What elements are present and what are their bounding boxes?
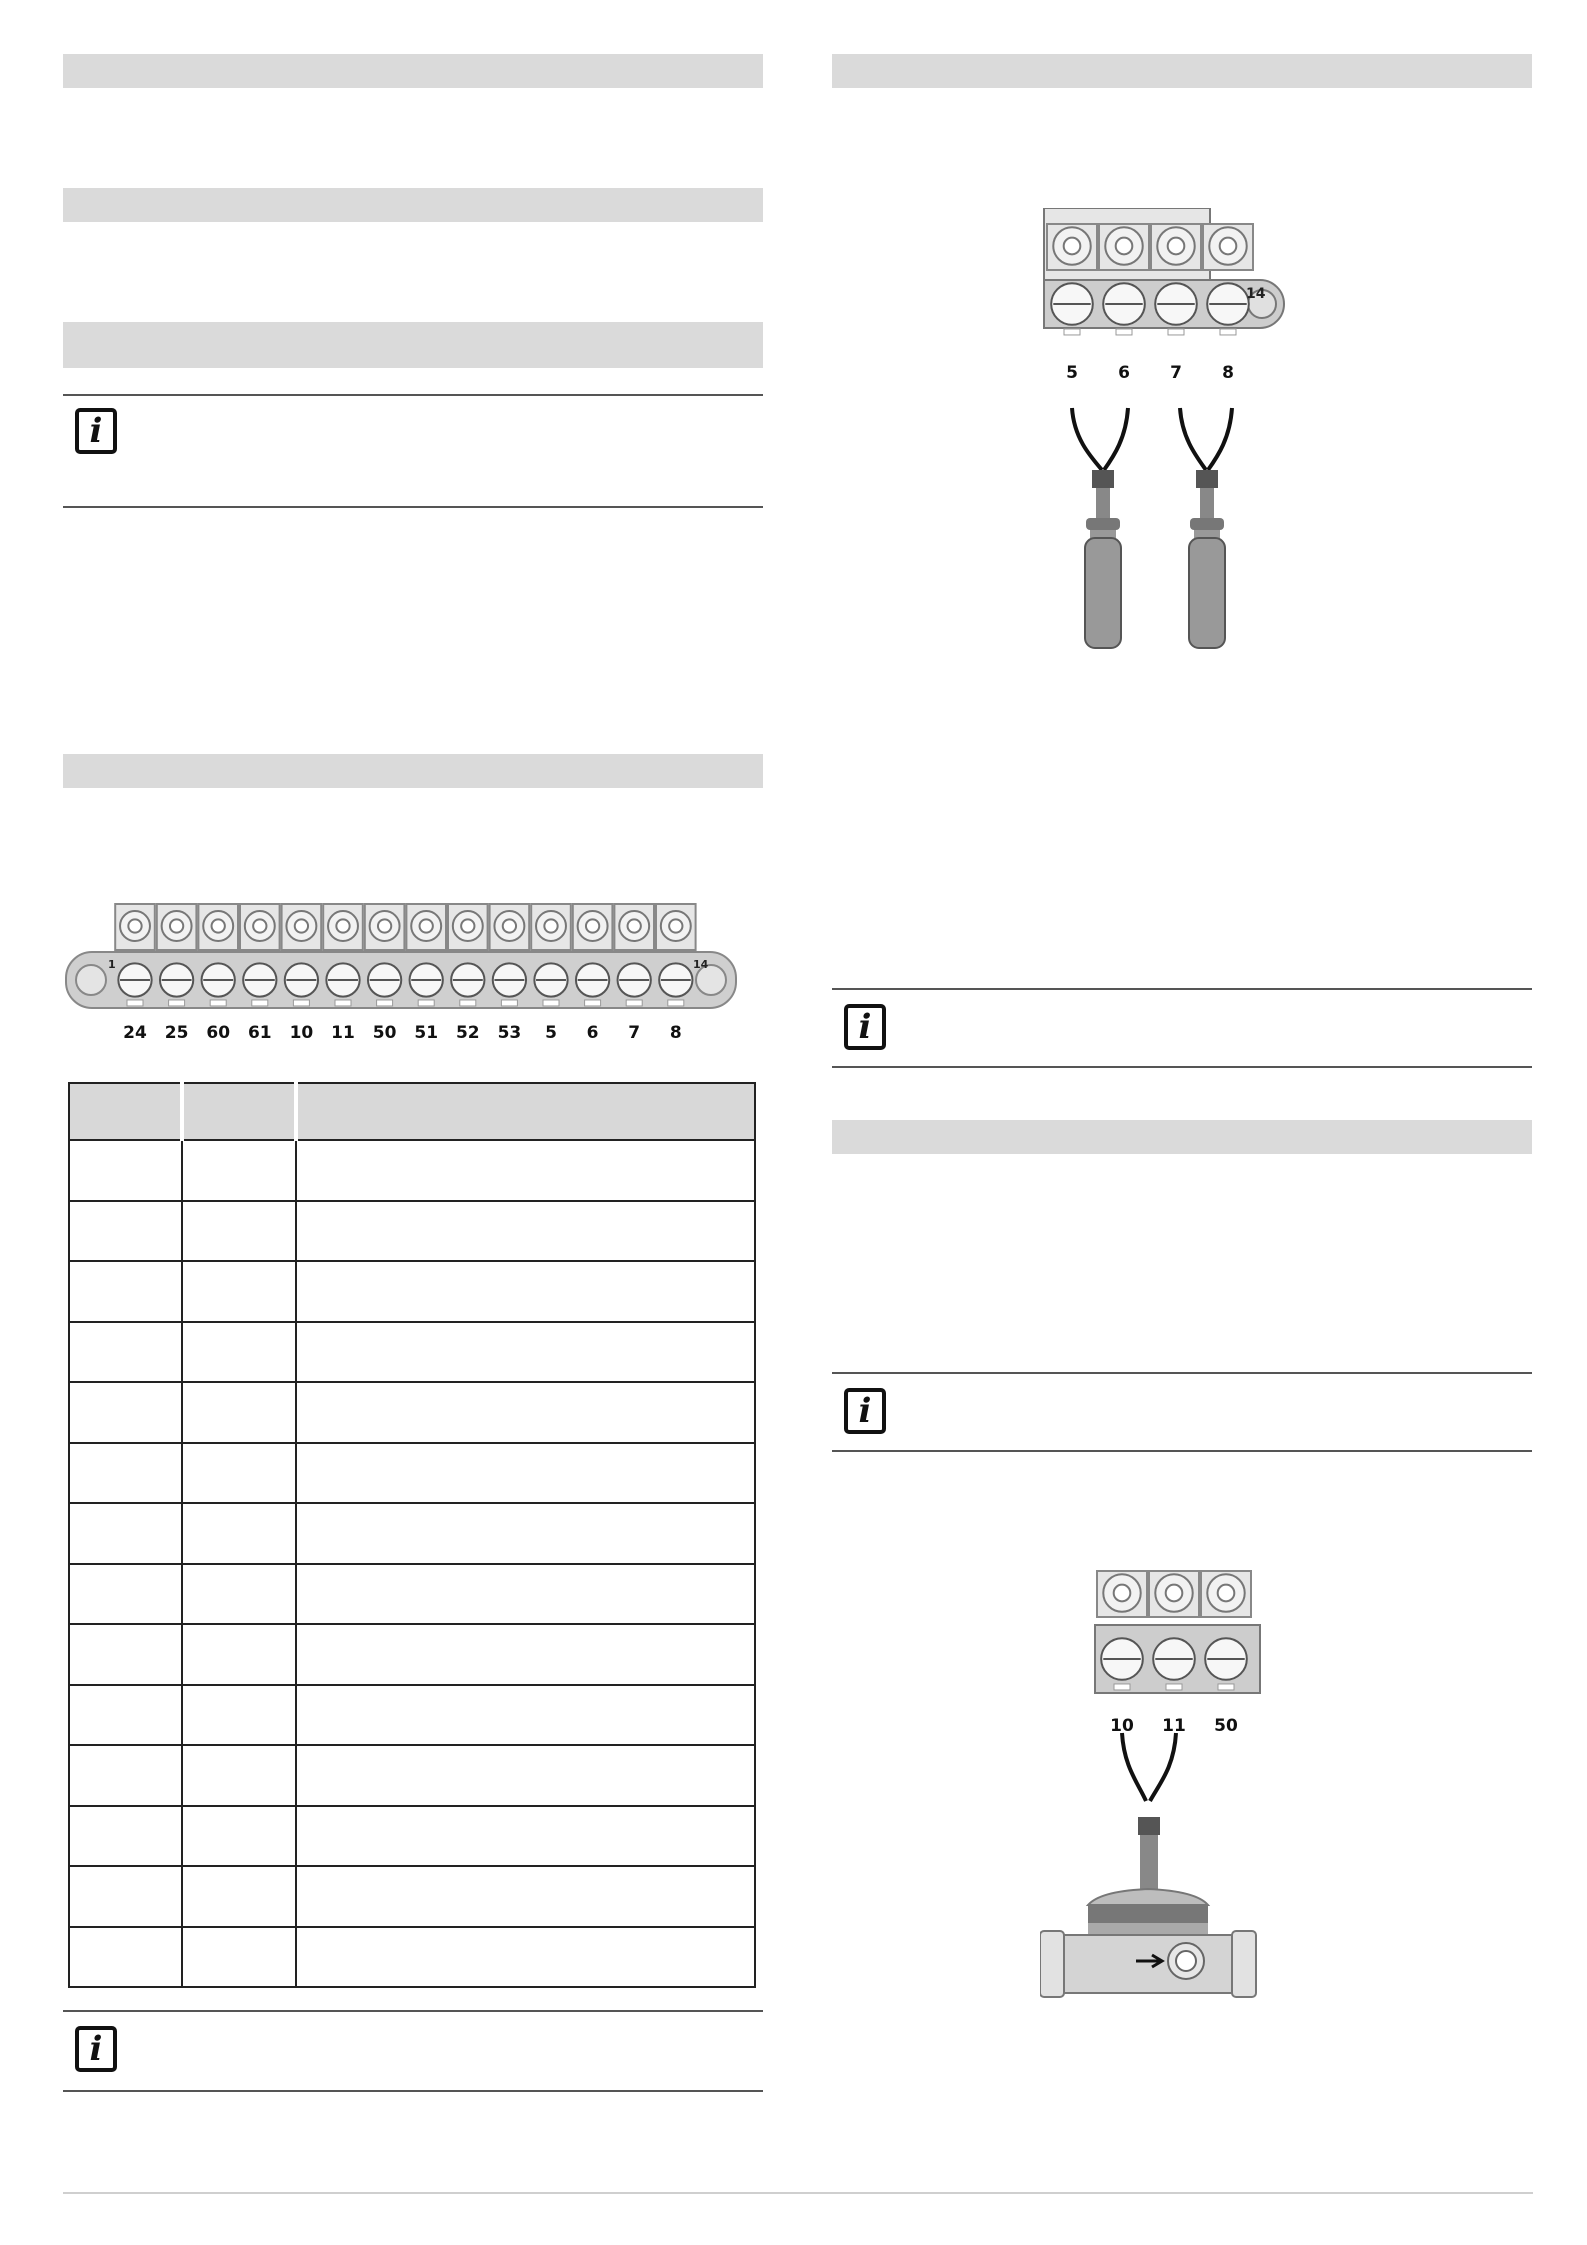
table-row — [69, 1261, 755, 1322]
info-icon: i — [75, 2026, 117, 2072]
section-header-bar-3 — [63, 322, 763, 368]
table-row — [69, 1382, 755, 1443]
section-header-bar-1 — [63, 54, 763, 88]
terminal-clamp — [157, 904, 197, 950]
info-note-4 — [832, 1372, 1532, 1452]
terminal-clamp — [614, 904, 654, 950]
table-row — [69, 1443, 755, 1504]
table-header-cell — [69, 1083, 182, 1140]
section-header-bar-4 — [63, 754, 763, 788]
table-cell — [69, 1866, 182, 1927]
flow-meter-connection-diagram — [1040, 1555, 1280, 2025]
table-cell — [296, 1140, 755, 1201]
table-row — [69, 1564, 755, 1625]
table-cell — [69, 1503, 182, 1564]
sensor-probe-right — [1180, 408, 1232, 648]
table-cell — [182, 1564, 296, 1625]
info-icon: i — [75, 408, 117, 454]
terminal-label: 5 — [1066, 363, 1078, 383]
terminal-clamp — [1099, 224, 1149, 270]
sensor-probe-left — [1072, 408, 1128, 648]
table-row — [69, 1745, 755, 1806]
table-cell — [296, 1503, 755, 1564]
terminal-label: 24 — [123, 1023, 147, 1043]
terminal-start-index: 1 — [108, 958, 116, 971]
terminal-clamp — [490, 904, 530, 950]
table-cell — [69, 1927, 182, 1988]
section-header-bar-5 — [832, 54, 1532, 88]
info-icon: i — [844, 1388, 886, 1434]
terminal-label: 50 — [372, 1023, 397, 1043]
table-cell — [296, 1806, 755, 1867]
table-cell — [296, 1927, 755, 1988]
table-row — [69, 1503, 755, 1564]
table-cell — [296, 1201, 755, 1262]
table-row — [69, 1624, 755, 1685]
terminal-clamp — [1047, 224, 1097, 270]
table-row — [69, 1866, 755, 1927]
table-cell — [182, 1443, 296, 1504]
terminal-label: 5 — [545, 1023, 557, 1043]
table-cell — [182, 1866, 296, 1927]
table-cell — [182, 1745, 296, 1806]
terminal-label: 53 — [497, 1023, 522, 1043]
table-cell — [296, 1685, 755, 1746]
table-cell — [69, 1564, 182, 1625]
terminal-clamp — [1203, 224, 1253, 270]
terminal-label: 7 — [628, 1023, 641, 1043]
info-icon: i — [844, 1004, 886, 1050]
terminal-clamp — [448, 904, 488, 950]
table-cell — [69, 1382, 182, 1443]
terminal-index: 14 — [1246, 286, 1266, 302]
terminal-label: 10 — [289, 1023, 314, 1043]
table-cell — [296, 1443, 755, 1504]
footer-rule — [63, 2192, 1533, 2194]
table-cell — [296, 1322, 755, 1383]
table-cell — [69, 1261, 182, 1322]
section-header-bar-2 — [63, 188, 763, 222]
terminal-clamp — [1149, 1571, 1199, 1617]
terminal-end-index: 14 — [693, 958, 709, 971]
table-cell — [69, 1806, 182, 1867]
table-cell — [69, 1443, 182, 1504]
table-cell — [182, 1685, 296, 1746]
terminal-clamp — [573, 904, 613, 950]
terminal-label: 7 — [1170, 363, 1182, 383]
terminal-clamp — [282, 904, 322, 950]
terminal-table — [68, 1082, 756, 1988]
terminal-label: 61 — [247, 1023, 272, 1043]
terminal-label: 10 — [1110, 1716, 1134, 1736]
table-cell — [182, 1201, 296, 1262]
terminal-clamp — [240, 904, 280, 950]
terminal-clamp — [323, 904, 363, 950]
mount-hole-left — [76, 965, 106, 995]
table-cell — [69, 1624, 182, 1685]
terminal-label: 51 — [414, 1023, 439, 1043]
table-cell — [296, 1564, 755, 1625]
table-row — [69, 1201, 755, 1262]
terminal-label: 8 — [669, 1023, 682, 1043]
table-row — [69, 1140, 755, 1201]
terminal-clamp — [656, 904, 696, 950]
terminal-label: 25 — [164, 1023, 189, 1043]
table-header-row — [69, 1083, 755, 1140]
table-cell — [296, 1866, 755, 1927]
terminal-label: 60 — [206, 1023, 231, 1043]
table-cell — [69, 1322, 182, 1383]
table-row — [69, 1927, 755, 1988]
terminal-clamp — [365, 904, 405, 950]
terminal-block-diagram — [63, 898, 763, 1048]
table-cell — [182, 1503, 296, 1564]
table-cell — [182, 1624, 296, 1685]
terminal-clamp — [406, 904, 446, 950]
section-header-bar-6 — [832, 1120, 1532, 1154]
table-cell — [182, 1806, 296, 1867]
terminal-clamp — [531, 904, 571, 950]
table-cell — [182, 1322, 296, 1383]
table-cell — [69, 1201, 182, 1262]
info-note-1 — [63, 394, 763, 508]
table-cell — [69, 1685, 182, 1746]
table-cell — [182, 1382, 296, 1443]
table-header-cell — [296, 1083, 755, 1140]
table-row — [69, 1322, 755, 1383]
table-cell — [182, 1261, 296, 1322]
table-cell — [182, 1927, 296, 1988]
table-row — [69, 1806, 755, 1867]
info-note-3 — [832, 988, 1532, 1068]
terminal-clamp — [1097, 1571, 1147, 1617]
sensor-connection-diagram — [1030, 208, 1310, 668]
table-cell — [182, 1140, 296, 1201]
terminal-clamp — [198, 904, 238, 950]
terminal-label: 6 — [586, 1023, 599, 1043]
table-cell — [296, 1382, 755, 1443]
table-header-cell — [182, 1083, 296, 1140]
terminal-clamp — [1201, 1571, 1251, 1617]
terminal-label: 11 — [331, 1023, 355, 1043]
terminal-clamp — [115, 904, 155, 950]
terminal-clamp — [1151, 224, 1201, 270]
terminal-label: 52 — [455, 1023, 480, 1043]
table-cell — [69, 1745, 182, 1806]
table-cell — [296, 1261, 755, 1322]
table-row — [69, 1685, 755, 1746]
terminal-label: 8 — [1222, 363, 1234, 383]
table-cell — [69, 1140, 182, 1201]
terminal-label: 6 — [1118, 363, 1130, 383]
terminal-label: 11 — [1162, 1716, 1186, 1736]
table-cell — [296, 1624, 755, 1685]
table-cell — [296, 1745, 755, 1806]
info-note-2 — [63, 2010, 763, 2092]
terminal-label: 50 — [1214, 1716, 1238, 1736]
flow-meter — [1040, 1733, 1256, 1997]
